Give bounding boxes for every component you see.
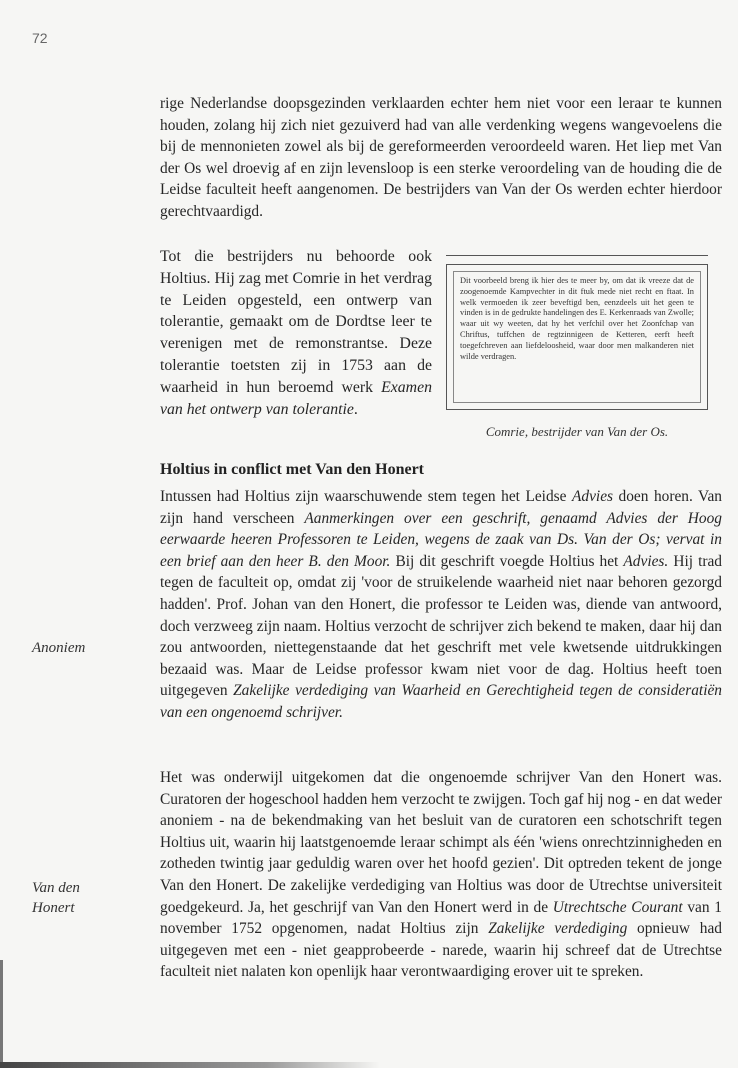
page-number: 72 <box>32 30 48 46</box>
sp2-title-verdediging: Zakelijke verdediging <box>488 920 628 938</box>
column-book-title: Examen van het ontwerp van tolerantie <box>160 378 432 418</box>
intro-paragraph: rige Nederlandse doopsgezinden verklaarden echter hem niet voor een leraar te kunnen houden, zolang hij zich niet gezuiverd had van alle verdenking wegens wangevoelens die bij de mennonieten zowel als bij de gereformeerden veroordeeld waren. Het liep met Van der Os wel droevig af en zijn levensloop is een sterke veroordeling van de houding die de Leidse faculteit heeft aangenomen. De bestrijders van Van der Os werden echter hierdoor gerechtvaardigd. <box>160 95 722 220</box>
sp1-title-advies: Advies <box>571 488 614 505</box>
column-text-a: Tot die bestrijders nu behoorde ook Holtius. Hij zag met Comrie in het verdrag te Leiden opgesteld, een ontwerp van tolerantie, gemaakt om de Dordtse leer te verenigen met de remonstrantse. Deze tolerantie toetsten zij in 1753 aan de waarheid in hun beroemd werk <box>160 248 432 396</box>
margin-note-line-1: Van den <box>32 880 80 896</box>
image-caption: Comrie, bestrijder van Van der Os. <box>485 424 669 439</box>
scan-left-edge <box>0 960 3 1068</box>
column-paragraph <box>160 246 432 420</box>
section-paragraph-2 <box>160 767 722 983</box>
sp1-text-2: doen horen. Van zijn hand verscheen <box>160 488 722 527</box>
sp1-title-zakelijke: Zakelijke verdediging van Waarheid en Gerechtigheid tegen de consideratiën van een ongenoemd schrijver. <box>160 682 722 721</box>
quote-top-rule <box>446 255 708 256</box>
scan-bottom-shadow <box>0 1062 380 1068</box>
sp2-text-3: opnieuw had uitgegeven met een - niet geapprobeerde - narede, waarin hij schreef dat de Utrechtse faculteit niet nalaten kon openlijk haar verontwaardiging erover uit te spreken. <box>160 920 722 981</box>
sp2-text-2: van 1 november 1752 opgenomen, nadat Holtius zijn <box>160 898 723 938</box>
margin-note-line-2: Honert <box>32 900 75 916</box>
section-heading: Holtius in conflict met Van den Honert <box>160 461 425 478</box>
sp1-text-3: Bij dit geschrift voegde Holtius het <box>390 552 624 570</box>
sp1-text-1: Intussen had Holtius zijn waarschuwende stem tegen het Leidse <box>160 488 572 505</box>
sp1-title-advies-2: Advies. <box>623 552 669 570</box>
quote-facsimile-box <box>446 264 708 410</box>
margin-note-van-den-honert <box>32 878 142 918</box>
section-paragraph-1 <box>160 486 722 724</box>
sp2-title-courant: Utrechtsche Courant <box>552 898 683 916</box>
sp1-title-aanmerkingen: Aanmerkingen over een geschrift, genaamd Advies der Hoog eerwaarde heeren Professoren te Leiden, wegens de zaak van Ds. Van der Os; vervat in een brief aan den heer B. den Moor. <box>160 509 722 570</box>
sp2-text-1: Het was onderwijl uitgekomen dat die ongenoemde schrijver Van den Honert was. Curatoren der hogeschool hadden hem verzocht te zwijgen. Toch gaf hij nog - en dat weder anoniem - na de bekendmaking van het besluit van de curatoren een schotschrift tegen Holtius uit, waarin hij laatstgenoemde leraar schimpt als één 'wiens onrechtzinnigheden en zotheden twintig jaar geduldig waren over het hoofd gezien'. Dit optreden tekent de jonge Van den Honert. De zakelijke verdediging van Holtius was door de Utrechtse universiteit goedgekeurd. Ja, het geschrijf van Van den Honert werd in de <box>160 769 722 916</box>
sp1-text-4: Hij trad tegen de faculteit op, omdat zij 'voor de struikelende waarheid niet naar behoren gezorgd hadden'. Prof. Johan van den Honert, die professor te Leiden was, diende van antwoord, doch verzweeg zijn naam. Holtius verzocht de schrijver zich bekend te maken, daar hij dan zou antwoorden, niettegenstaande dat het geschrift met vele kwetsende uitdrukkingen bezaaid was. Maar de Leidse professor kwam niet voor de dag. Holtius heeft toen uitgegeven <box>160 552 723 700</box>
quote-text: Dit voorbeeld breng ik hier des te meer by, om dat ik vreeze dat de zoogenoemde Kampvechter in dit ftuk mede niet recht en ftaat. In welk vermoeden ik zeer beveftigd ben, eenzdeels uit het geen te vinden is in de gedrukte handelingen des E. Kerkenraads van Zwolle; waar uit wy weeten, dat hy het verfchil over het Zoonfchap van Chriftus, tuffchen de regtzinnigeen de Ketteren, eerft heeft toegefchreven aan liefdeloosheid, waar door men malkanderen niet wilde verdragen. <box>453 271 701 403</box>
column-text-b: . <box>353 400 358 418</box>
margin-note-anoniem: Anoniem <box>32 640 86 656</box>
